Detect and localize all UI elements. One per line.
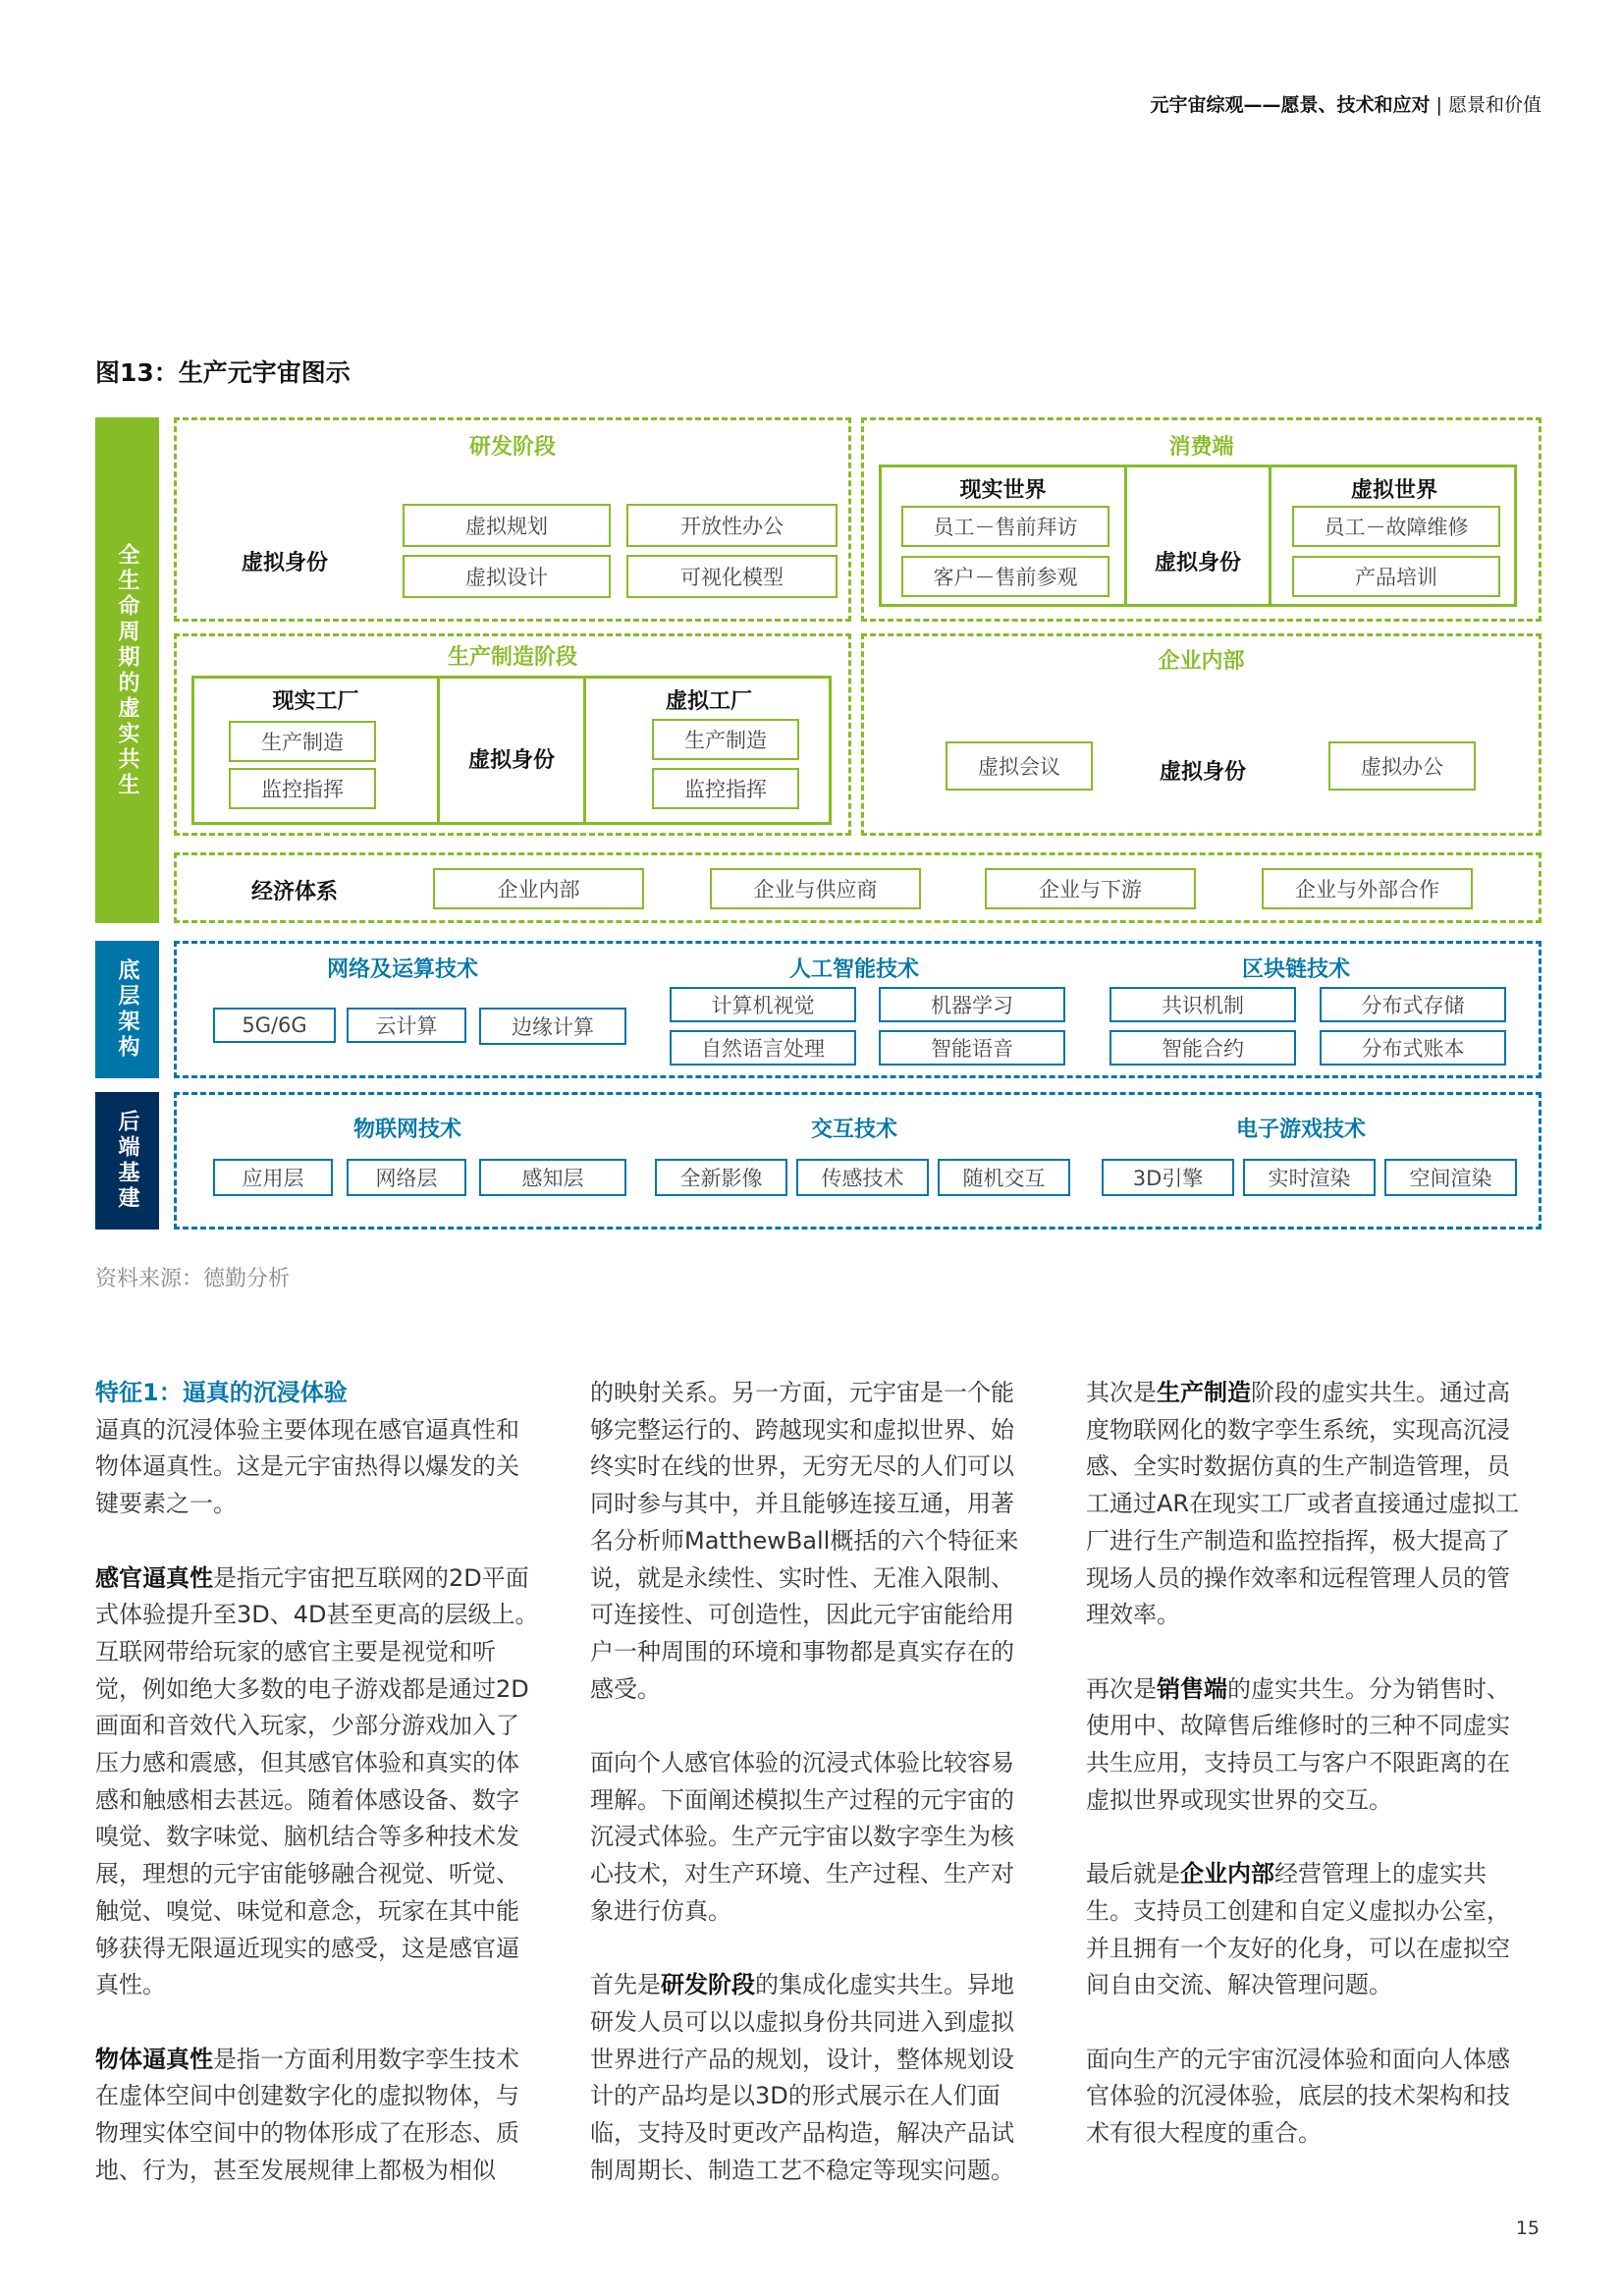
gaming-item: 3D引擎 [1102, 1159, 1234, 1196]
real-factory-item: 生产制造 [229, 721, 376, 762]
ai-item: 计算机视觉 [670, 987, 856, 1022]
running-header [1150, 90, 1542, 117]
enterprise-identity: 虚拟身份 [1159, 760, 1246, 785]
text-column-1 [95, 1375, 542, 2226]
manufacture-label: 生产制造阶段 [447, 645, 577, 670]
consumer-real-title: 现实世界 [959, 478, 1047, 503]
consumer-real-item: 员工－售前拜访 [901, 506, 1109, 547]
enterprise-meeting: 虚拟会议 [946, 741, 1093, 791]
gaming-item: 实时渲染 [1243, 1159, 1376, 1196]
bold-term: 生产制造 [1157, 1379, 1251, 1406]
bold-term: 销售端 [1157, 1674, 1227, 1703]
paragraph [1086, 1856, 1533, 2004]
real-factory-title: 现实工厂 [272, 689, 359, 714]
rd-item: 虚拟规划 [403, 504, 611, 547]
gaming-item: 空间渲染 [1384, 1159, 1517, 1196]
paragraph: 逼真的沉浸体验主要体现在感官逼真性和物体逼真性。这是元宇宙热得以爆发的关键要素之一。 [95, 1415, 519, 1518]
divider [1124, 465, 1127, 607]
ai-item: 智能语音 [879, 1030, 1065, 1066]
interaction-item: 全新影像 [655, 1159, 787, 1196]
virtual-factory-item: 监控指挥 [652, 768, 799, 809]
economy-label: 经济体系 [250, 880, 338, 904]
paragraph-text: 再次是 [1086, 1674, 1157, 1703]
side-label-infrastructure: 底层架构 [95, 941, 159, 1078]
paragraph-text: 是指元宇宙把互联网的2D平面式体验提升至3D、4D甚至更高的层级上。互联网带给玩家的感官主要是视觉和听觉，例如绝大多数的电子游戏都是通过2D画面和音效代入玩家，少部分游戏加入了压力感和震感，但其感官体验和真实的体感和触感相去甚远。随着体感设备、数字嗅觉、数字味觉、脑机结合等多种技术发展，理想的元宇宙能够融合视觉、听觉、触觉、嗅觉、味觉和意念，玩家在其中能够获得无限逼近现实的感受，这是感官逼真性。 [95, 1563, 539, 1999]
bold-term: 物体逼真性 [95, 2045, 213, 2073]
economy-item: 企业与下游 [985, 868, 1196, 909]
rd-item: 虚拟设计 [403, 555, 611, 598]
iot-item: 网络层 [347, 1159, 466, 1196]
paragraph [590, 1967, 1037, 2189]
rd-item: 可视化模型 [626, 555, 838, 598]
iot-label: 物联网技术 [352, 1118, 461, 1142]
paragraph [95, 2042, 542, 2190]
consumer-virtual-title: 虚拟世界 [1350, 478, 1437, 503]
enterprise-label: 企业内部 [1158, 649, 1245, 674]
virtual-factory-item: 生产制造 [652, 719, 799, 760]
blockchain-label: 区块链技术 [1241, 957, 1350, 982]
network-item: 云计算 [347, 1008, 466, 1043]
ai-item: 自然语言处理 [670, 1030, 856, 1066]
network-label: 网络及运算技术 [326, 957, 478, 982]
feature-heading: 特征1：逼真的沉浸体验 [95, 1379, 348, 1406]
side-label-lifecycle: 全生命周期的虚实共生 [95, 417, 159, 923]
text-column-3 [1086, 1375, 1533, 2189]
blockchain-item: 分布式账本 [1320, 1030, 1506, 1066]
text-column-2 [590, 1375, 1037, 2226]
economy-item: 企业与外部合作 [1262, 868, 1473, 909]
gaming-label: 电子游戏技术 [1235, 1118, 1366, 1142]
blockchain-item: 分布式存储 [1320, 987, 1506, 1022]
economy-item: 企业与供应商 [710, 868, 921, 909]
paragraph-text: 的虚实共生。分为销售时、使用中、故障售后维修时的三种不同虚实共生应用，支持员工与客户不限距离的在虚拟世界或现实世界的交互。 [1086, 1674, 1510, 1814]
rd-item: 开放性办公 [626, 504, 838, 547]
iot-item: 感知层 [479, 1159, 626, 1196]
header-separator: | [1435, 94, 1442, 116]
paragraph [1086, 1375, 1533, 1634]
paragraph: 面向个人感官体验的沉浸式体验比较容易理解。下面阐述模拟生产过程的元宇宙的沉浸式体验。生产元宇宙以数字孪生为核心技术，对生产环境、生产过程、生产对象进行仿真。 [590, 1749, 1014, 1925]
paragraph: 面向生产的元宇宙沉浸体验和面向人体感官体验的沉浸体验，底层的技术架构和技术有很大程度的重合。 [1086, 2045, 1510, 2148]
interaction-item: 随机交互 [938, 1159, 1070, 1196]
iot-item: 应用层 [213, 1159, 333, 1196]
paragraph-text: 阶段的虚实共生。通过高度物联网化的数字孪生系统，实现高沉浸感、全实时数据仿真的生产制造管理，员工通过AR在现实工厂或者直接通过虚拟工厂进行生产制造和监控指挥，极大提高了现场人员的操作效率和远程管理人员的管理效率。 [1086, 1379, 1520, 1629]
ai-item: 机器学习 [879, 987, 1065, 1022]
interaction-item: 传感技术 [796, 1159, 929, 1196]
paragraph-text: 是指一方面利用数字孪生技术在虚体空间中创建数字化的虚拟物体，与物理实体空间中的物体形成了在形态、质地、行为，甚至发展规律上都极为相似 [95, 2045, 519, 2184]
paragraph [1086, 1671, 1533, 1820]
manufacture-identity: 虚拟身份 [467, 748, 555, 773]
real-factory-item: 监控指挥 [229, 768, 376, 809]
bold-term: 研发阶段 [661, 1971, 755, 1999]
rd-stage-label: 研发阶段 [468, 435, 556, 460]
consumer-identity: 虚拟身份 [1154, 551, 1241, 575]
rd-identity: 虚拟身份 [241, 551, 328, 575]
enterprise-office: 虚拟办公 [1328, 741, 1476, 791]
paragraph-text: 最后就是 [1086, 1860, 1180, 1888]
blockchain-item: 共识机制 [1109, 987, 1296, 1022]
network-item: 5G/6G [213, 1008, 336, 1043]
paragraph: 的映射关系。另一方面，元宇宙是一个能够完整运行的、跨越现实和虚拟世界、始终实时在线的世界，无穷无尽的人们可以同时参与其中，并且能够连接互通，用著名分析师MatthewBall概括的六个特征来说，就是永续性、实时性、无准入限制、可连接性、可创造性，因此元宇宙能给用户一种周围的环境和事物都是真实存在的感受。 [590, 1379, 1019, 1703]
network-item: 边缘计算 [479, 1008, 626, 1045]
figure-title: 图13：生产元宇宙图示 [95, 358, 351, 387]
page-number: 15 [1515, 2217, 1540, 2239]
ai-label: 人工智能技术 [788, 957, 919, 982]
consumer-label: 消费端 [1168, 435, 1234, 460]
paragraph [95, 1560, 542, 2004]
economy-item: 企业内部 [433, 868, 644, 909]
header-section: 愿景和价值 [1447, 94, 1542, 116]
paragraph-text: 的集成化虚实共生。异地研发人员可以以虚拟身份共同进入到虚拟世界进行产品的规划，设计，整体规划设计的产品均是以3D的形式展示在人们面临，支持及时更改产品构造，解决产品试制周期长、制造工艺不稳定等现实问题。 [590, 1971, 1014, 2184]
bold-term: 感官逼真性 [95, 1563, 213, 1592]
side-label-backend: 后端基建 [95, 1092, 159, 1230]
header-title: 元宇宙综观——愿景、技术和应对 [1150, 94, 1431, 116]
consumer-real-item: 客户－售前参观 [901, 556, 1109, 597]
figure-source: 资料来源：德勤分析 [95, 1267, 291, 1291]
virtual-factory-title: 虚拟工厂 [665, 689, 752, 714]
consumer-virtual-item: 产品培训 [1292, 556, 1500, 597]
interaction-label: 交互技术 [810, 1118, 897, 1142]
paragraph-text: 其次是 [1086, 1379, 1157, 1406]
paragraph-text: 首先是 [590, 1971, 661, 1999]
consumer-virtual-item: 员工－故障维修 [1292, 506, 1500, 547]
paragraph-text: 经营管理上的虚实共生。支持员工创建和自定义虚拟办公室，并且拥有一个友好的化身，可以在虚拟空间自由交流、解决管理问题。 [1086, 1860, 1510, 1999]
bold-term: 企业内部 [1180, 1860, 1274, 1888]
blockchain-item: 智能合约 [1109, 1030, 1296, 1066]
